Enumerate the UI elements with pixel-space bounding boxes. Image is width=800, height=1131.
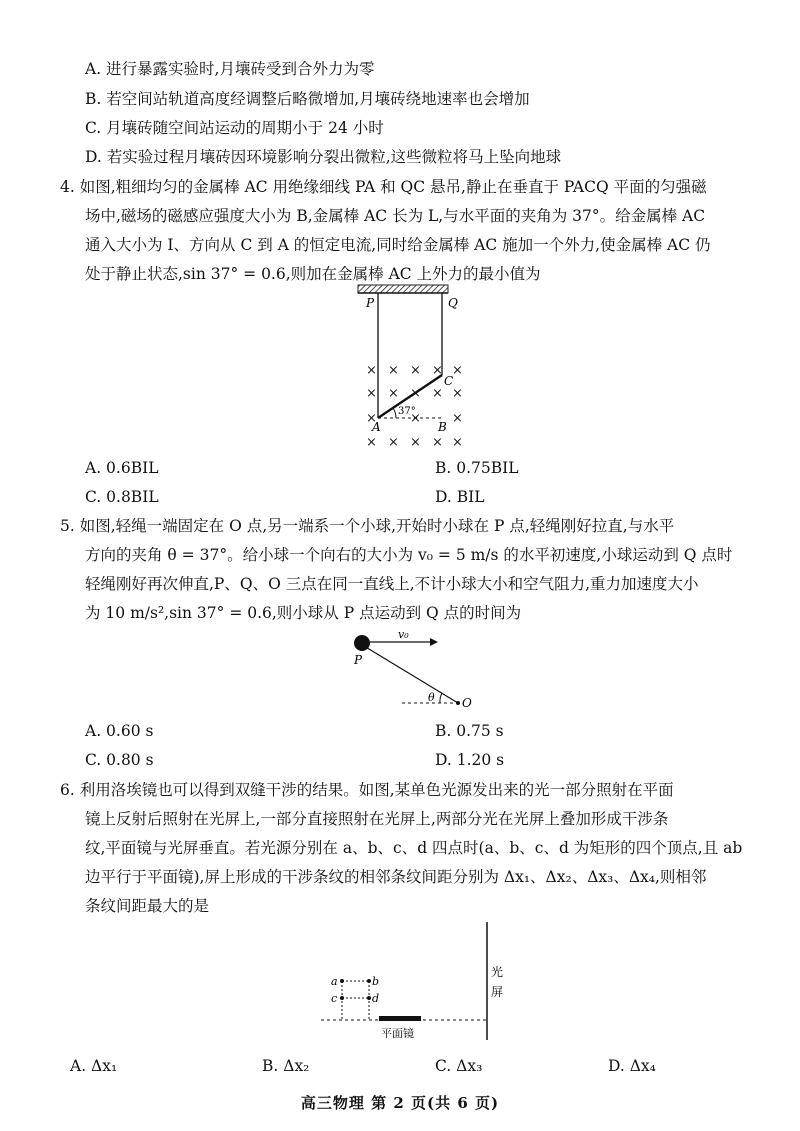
plane-mirror	[379, 1016, 421, 1021]
svg-text:×: ×	[452, 363, 463, 378]
svg-text:×: ×	[452, 411, 463, 426]
q6-figure	[315, 918, 515, 1046]
q4-option-a: A. 0.6BIL	[85, 459, 159, 477]
q5-option-d: D. 1.20 s	[435, 751, 505, 769]
point-c	[340, 996, 344, 1000]
label-a: a	[331, 975, 338, 988]
q6-option-c: C. Δx₃	[435, 1057, 483, 1075]
q4-option-d: D. BIL	[435, 488, 485, 506]
label-o: O	[462, 696, 472, 710]
q5-option-b: B. 0.75 s	[435, 722, 504, 740]
label-theta: θ	[428, 691, 435, 704]
point-d	[367, 996, 371, 1000]
q6-stem-line-1: 6. 利用洛埃镜也可以得到双缝干涉的结果。如图,某单色光源发出来的光一部分照射在平面	[60, 781, 674, 799]
svg-text:×: ×	[452, 435, 463, 450]
q4-stem-line-2: 场中,磁场的磁感应强度大小为 B,金属棒 AC 长为 L,与水平面的夹角为 37°。给金属棒 AC	[85, 207, 706, 225]
label-q: Q	[448, 296, 458, 310]
svg-text:×: ×	[388, 386, 399, 401]
q3-option-a: A. 进行暴露实验时,月壤砖受到合外力为零	[85, 60, 375, 78]
q6-stem-line-5: 条纹间距最大的是	[85, 897, 210, 915]
svg-text:×: ×	[432, 363, 443, 378]
q4-stem-line-4: 处于静止状态,sin 37° = 0.6,则加在金属棒 AC 上外力的最小值为	[85, 265, 541, 283]
q3-option-d: D. 若实验过程月壤砖因环境影响分裂出微粒,这些微粒将马上坠向地球	[85, 148, 562, 166]
page-footer: 高三物理 第 2 页(共 6 页)	[300, 1094, 500, 1112]
svg-text:×: ×	[366, 386, 377, 401]
q3-option-b: B. 若空间站轨道高度经调整后略微增加,月壤砖绕地速率也会增加	[85, 90, 530, 108]
q5-stem-line-4: 为 10 m/s²,sin 37° = 0.6,则小球从 P 点运动到 Q 点的时间为	[85, 604, 522, 622]
label-c: c	[331, 992, 338, 1005]
q5-stem-line-3: 轻绳刚好再次伸直,P、Q、O 三点在同一直线上,不计小球大小和空气阻力,重力加速度大小	[85, 575, 699, 593]
screen-label-2: 屏	[491, 985, 504, 999]
label-c: C	[444, 374, 454, 388]
svg-text:×: ×	[410, 386, 421, 401]
svg-text:×: ×	[410, 363, 421, 378]
svg-text:×: ×	[410, 411, 421, 426]
q3-option-c: C. 月壤砖随空间站运动的周期小于 24 小时	[85, 119, 384, 137]
label-p: P	[366, 296, 375, 310]
q6-stem-line-4: 边平行于平面镜),屏上形成的干涉条纹的相邻条纹间距分别为 Δx₁、Δx₂、Δx₃、Δx₄,则相邻	[85, 868, 707, 886]
q4-option-c: C. 0.8BIL	[85, 488, 159, 506]
q6-stem-line-2: 镜上反射后照射在光屏上,一部分直接照射在光屏上,两部分光在光屏上叠加形成干涉条	[85, 810, 669, 828]
label-p: P	[354, 653, 363, 667]
q5-option-a: A. 0.60 s	[85, 722, 154, 740]
svg-text:×: ×	[388, 435, 399, 450]
q5-option-c: C. 0.80 s	[85, 751, 154, 769]
q5-stem-line-1: 5. 如图,轻绳一端固定在 O 点,另一端系一个小球,开始时小球在 P 点,轻绳刚好拉直,与水平	[60, 517, 675, 535]
svg-text:×: ×	[432, 386, 443, 401]
ceiling-hatch	[358, 285, 448, 293]
label-b: b	[372, 975, 380, 988]
point-o	[456, 701, 460, 705]
svg-text:×: ×	[452, 386, 463, 401]
q5-figure	[340, 626, 480, 712]
point-b	[367, 979, 371, 983]
q5-stem-line-2: 方向的夹角 θ = 37°。给小球一个向右的大小为 v₀ = 5 m/s 的水平初速度,小球运动到 Q 点时	[85, 546, 733, 564]
q4-option-b: B. 0.75BIL	[435, 459, 519, 477]
q6-stem-line-3: 纹,平面镜与光屏垂直。若光源分别在 a、b、c、d 四点时(a、b、c、d 为矩形的四个顶点,且 ab	[85, 839, 743, 857]
mirror-label: 平面镜	[381, 1027, 414, 1040]
angle-label: 37°	[398, 406, 416, 417]
q6-option-b: B. Δx₂	[262, 1057, 310, 1075]
q4-stem-line-1: 4. 如图,粗细均匀的金属棒 AC 用绝缘细线 PA 和 QC 悬吊,静止在垂直于 PACQ 平面的匀强磁	[60, 178, 707, 196]
svg-text:×: ×	[366, 435, 377, 450]
label-d: d	[372, 992, 380, 1005]
label-b: B	[438, 420, 447, 434]
label-v0: v₀	[398, 628, 409, 641]
point-a	[340, 979, 344, 983]
label-a: A	[372, 420, 381, 434]
q6-option-d: D. Δx₄	[608, 1057, 656, 1075]
q6-option-a: A. Δx₁	[70, 1057, 118, 1075]
svg-text:×: ×	[388, 363, 399, 378]
svg-text:×: ×	[366, 363, 377, 378]
rope	[364, 646, 458, 703]
q4-stem-line-3: 通入大小为 I、方向从 C 到 A 的恒定电流,同时给金属棒 AC 施加一个外力,使金属棒 AC 仍	[85, 236, 711, 254]
screen-label-1: 光	[491, 965, 504, 979]
svg-text:×: ×	[366, 411, 377, 426]
q4-figure	[350, 283, 480, 453]
svg-text:×: ×	[432, 435, 443, 450]
svg-text:×: ×	[410, 435, 421, 450]
